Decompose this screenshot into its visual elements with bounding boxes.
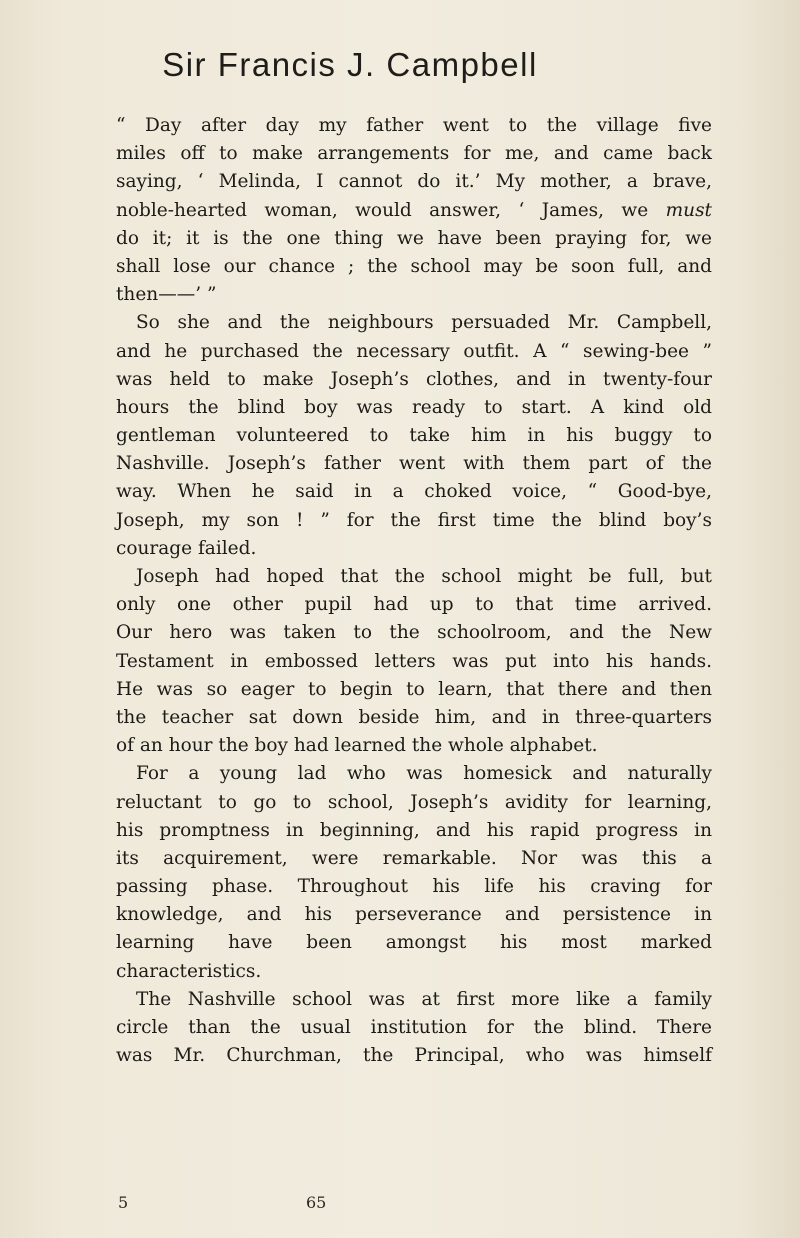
text-line: Joseph had hoped that the school might be full, but — [136, 566, 712, 587]
text-line: reluctant to go to school, Joseph’s avidity for learning, — [116, 791, 712, 813]
text-line: For a young lad who was homesick and naturally — [136, 763, 712, 785]
text-line: characteristics. — [116, 960, 262, 982]
running-head: Sir Francis J. Campbell — [162, 46, 538, 83]
text-line: “ Day after day my father went to the village five — [116, 115, 712, 136]
text-line: Joseph, my son ! ” for the first time the blind boy’s — [116, 509, 712, 531]
text-line: The Nashville school was at first more like a family — [136, 988, 712, 1010]
text-line: Nashville. Joseph’s father went with them part of the — [116, 453, 712, 475]
text-line: do it; it is the one thing we have been praying for, we — [116, 227, 712, 249]
text-line: courage failed. — [116, 537, 257, 559]
text-line: circle than the usual institution for the blind. There — [116, 1017, 712, 1038]
text-line: miles off to make arrangements for me, and came back — [116, 143, 712, 165]
text-line: and he purchased the necessary outfit. A “ sewing-bee ” — [116, 340, 712, 362]
text-line: hours the blind boy was ready to start. A kind old — [116, 396, 712, 418]
text-line: So she and the neighbours persuaded Mr. Campbell, — [136, 312, 712, 334]
text-line: He was so eager to begin to learn, that there and then — [116, 678, 712, 700]
text-line: was Mr. Churchman, the Principal, who was himself — [116, 1045, 712, 1067]
text-line: gentleman volunteered to take him in his buggy to — [116, 425, 712, 447]
text-line: Our hero was taken to the schoolroom, and the New — [116, 622, 712, 644]
text-line: then——’ ” — [116, 284, 217, 306]
text-line: its acquirement, were remarkable. Nor was this a — [116, 847, 712, 869]
text-line: passing phase. Throughout his life his craving for — [116, 876, 712, 898]
text-line: noble-hearted woman, would answer, ‘ James, we must — [116, 199, 712, 221]
text-line: Testament in embossed letters was put into his hands. — [116, 650, 712, 672]
text-line: the teacher sat down beside him, and in three-quarters — [116, 706, 712, 728]
text-line: knowledge, and his perseverance and persistence in — [116, 904, 712, 926]
body-text — [116, 112, 712, 1070]
emphasis: must — [665, 199, 712, 221]
signature-mark: 5 — [118, 1193, 129, 1212]
text-line: of an hour the boy had learned the whole alphabet. — [116, 735, 598, 757]
folio-number: 65 — [306, 1193, 327, 1212]
text-line: learning have been amongst his most marked — [116, 932, 712, 954]
text-line: only one other pupil had up to that time arrived. — [116, 594, 712, 616]
text-line: his promptness in beginning, and his rapid progress in — [116, 819, 712, 841]
page-footer — [0, 1193, 800, 1217]
text-line: saying, ‘ Melinda, I cannot do it.’ My mother, a brave, — [116, 171, 712, 193]
text-line: shall lose our chance ; the school may be soon full, and — [116, 255, 712, 277]
text-line: way. When he said in a choked voice, “ Good-bye, — [116, 481, 712, 503]
text-line: was held to make Joseph’s clothes, and in twenty-four — [116, 368, 712, 390]
